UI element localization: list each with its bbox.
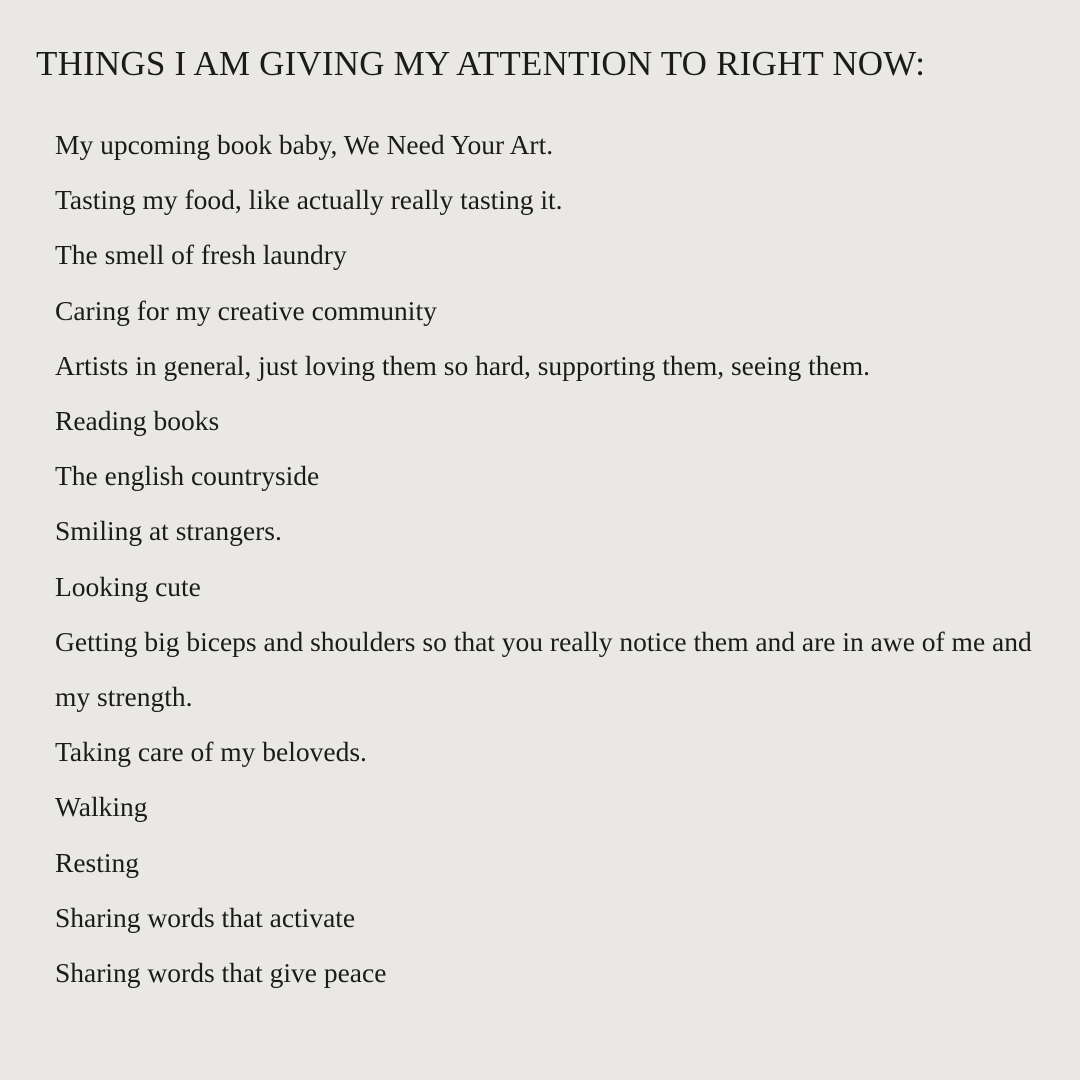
list-item: Walking [55, 791, 148, 823]
list-item: Caring for my creative community [55, 294, 437, 326]
list-item: The english countryside [55, 460, 320, 492]
list-item: My upcoming book baby, We Need Your Art. [55, 129, 554, 160]
list-item: Tasting my food, like actually really tasting it. [55, 184, 563, 216]
list-item: Getting big biceps and shoulders so that you really notice them and are in awe of me and my strength. [55, 625, 1032, 713]
list-item: Sharing words that give peace [55, 957, 387, 989]
list-item: Sharing words that activate [55, 901, 356, 933]
list-item: Resting [55, 846, 140, 878]
list-item: Looking cute [55, 570, 201, 602]
list-item: Taking care of my beloveds. [55, 736, 367, 768]
list-item: Artists in general, just loving them so hard, supporting them, seeing them. [55, 349, 870, 381]
list-item: Smiling at strangers. [55, 515, 282, 547]
page-title: THINGS I AM GIVING MY ATTENTION TO RIGHT NOW: [36, 44, 926, 83]
list-item: The smell of fresh laundry [55, 239, 347, 271]
list-item: Reading books [55, 405, 220, 437]
attention-list [55, 117, 1045, 1000]
